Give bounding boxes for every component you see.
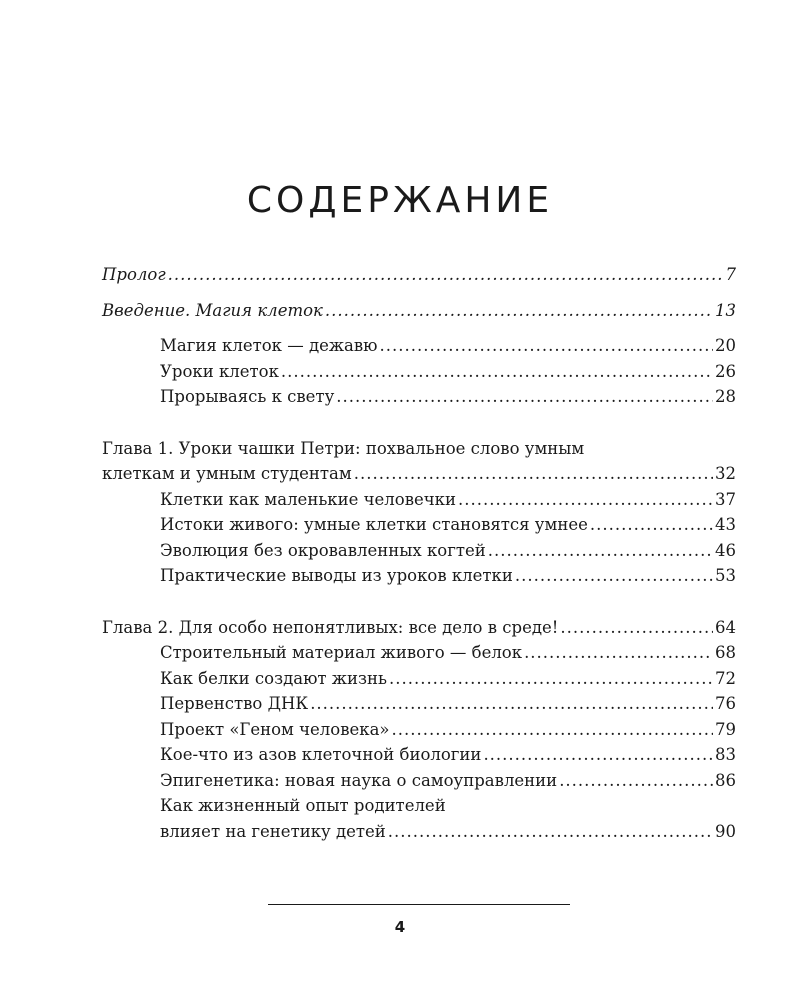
toc-subentry[interactable] [102,819,736,845]
dot-leader [483,742,713,768]
dot-leader [168,262,724,288]
toc-subentry[interactable] [102,384,736,410]
toc-subentry[interactable] [102,563,736,589]
toc-entry-title: Клетки как маленькие человечки [160,489,456,509]
toc-entry-page: 68 [715,643,736,662]
toc-entry-title: клеткам и умным студентам [102,464,352,483]
toc-entry-title: Как белки создают жизнь [160,668,387,688]
toc-entry-page: 20 [715,336,736,355]
toc-entry-title: Глава 2. Для особо непонятливых: все дело в среде! [102,617,559,637]
toc-entry-page: 76 [715,694,736,713]
toc-entry-prologue[interactable] [102,262,736,288]
page-number: 4 [394,918,406,936]
toc-entry-chapter-2[interactable] [102,615,736,641]
toc-subentry[interactable] [102,691,736,717]
dot-leader [590,512,713,538]
toc-entry-page: 79 [715,719,736,739]
toc-subentry[interactable] [102,538,736,564]
toc-entry-page: 32 [715,464,736,483]
dot-leader [325,298,713,324]
toc-entry-chapter-1[interactable] [102,461,736,487]
footer-divider [268,904,570,905]
dot-leader [515,563,713,589]
dot-leader [389,666,713,692]
dot-leader [310,691,713,717]
toc-entry-title: Эволюция без окровавленных когтей [160,540,486,560]
toc-entry-page: 90 [715,821,736,841]
toc-subentry[interactable] [102,640,736,666]
toc-entry-page: 72 [715,668,736,688]
toc-subentry-line-1[interactable]: Как жизненный опыт родителей [160,796,446,815]
toc-subentry[interactable] [102,333,736,359]
toc-entry-title: Строительный материал живого — белок [160,643,523,662]
toc-subentry[interactable] [102,666,736,692]
toc-entry-page: 83 [715,745,736,764]
dot-leader [458,487,713,513]
toc-entry-page: 46 [715,540,736,560]
toc-entry-title: Пролог [102,265,166,284]
toc-entry-page: 7 [725,265,736,284]
toc-entry-title: Эпигенетика: новая наука о самоуправлении [160,770,558,790]
toc-entry-title: Уроки клеток [160,361,279,381]
table-of-contents [102,262,736,844]
toc-entry-title: Практические выводы из уроков клетки [160,566,513,585]
toc-subentry[interactable] [102,512,736,538]
toc-subentry[interactable] [102,717,736,743]
toc-entry-title: Введение. Магия клеток [102,300,323,320]
toc-entry-title: Кое-что из азов клеточной биологии [160,745,482,764]
dot-leader [354,461,713,487]
toc-entry-page: 26 [715,361,736,381]
dot-leader [560,615,713,641]
toc-entry-title: Проект «Геном человека» [160,719,390,739]
toc-subentry[interactable] [102,768,736,794]
toc-entry-intro[interactable] [102,298,736,324]
dot-leader [336,384,713,410]
dot-leader [488,538,713,564]
dot-leader [559,768,713,794]
toc-subentry[interactable] [102,742,736,768]
toc-entry-title: Прорываясь к свету [160,387,335,406]
toc-entry-page: 86 [715,770,736,790]
toc-entry-page: 64 [715,617,736,637]
toc-entry-page: 37 [715,489,736,509]
toc-entry-title: Истоки живого: умные клетки становятся умнее [160,515,588,534]
dot-leader [380,333,713,359]
toc-subentry[interactable] [102,359,736,385]
toc-entry-title: влияет на генетику детей [160,821,386,841]
toc-subentry[interactable] [102,487,736,513]
toc-entry-page: 43 [715,515,736,534]
toc-entry-page: 28 [715,387,736,406]
toc-entry-chapter-1-line-1[interactable]: Глава 1. Уроки чашки Петри: похвальное слово умным [102,438,585,458]
toc-entry-page: 53 [715,566,736,585]
toc-entry-title: Магия клеток — дежавю [160,336,378,355]
page-title: СОДЕРЖАНИЕ [246,180,554,221]
dot-leader [388,819,713,845]
toc-entry-title: Первенство ДНК [160,694,309,713]
toc-entry-page: 13 [715,300,736,320]
dot-leader [524,640,713,666]
dot-leader [281,359,713,385]
dot-leader [392,717,713,743]
